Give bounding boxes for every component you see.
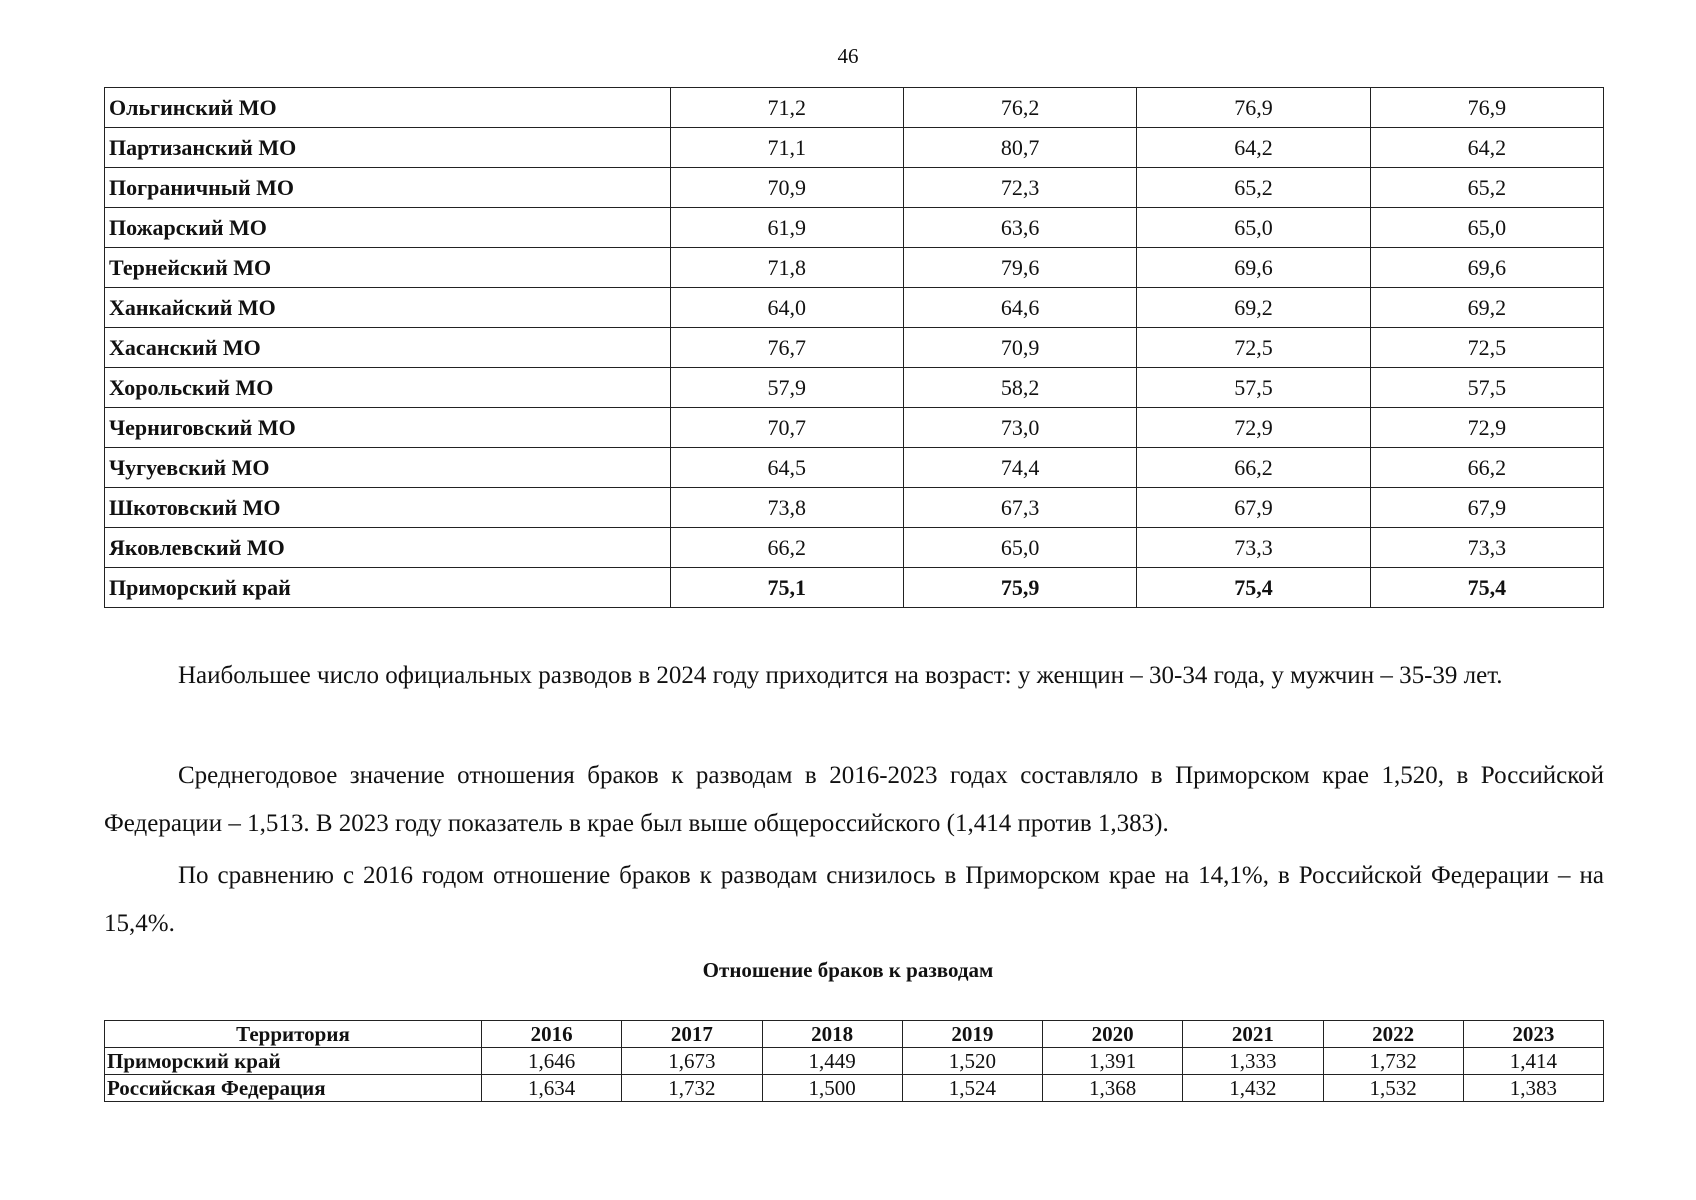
row-name: Тернейский МО bbox=[105, 248, 671, 288]
paragraph: По сравнению с 2016 годом отношение браков к разводам снизилось в Приморском крае на 14,1%, в Российской Федерации – на 15,4%. bbox=[104, 862, 1604, 937]
column-header: 2023 bbox=[1463, 1021, 1603, 1048]
table-row bbox=[105, 528, 1604, 568]
cell-value: 1,732 bbox=[1323, 1048, 1463, 1075]
cell-value: 75,9 bbox=[903, 568, 1136, 608]
cell-value: 57,9 bbox=[670, 368, 903, 408]
cell-value: 1,634 bbox=[482, 1075, 622, 1102]
column-header: 2022 bbox=[1323, 1021, 1463, 1048]
row-name: Пограничный МО bbox=[105, 168, 671, 208]
column-header: 2020 bbox=[1043, 1021, 1183, 1048]
column-header: 2016 bbox=[482, 1021, 622, 1048]
cell-value: 1,383 bbox=[1463, 1075, 1603, 1102]
cell-value: 65,2 bbox=[1370, 168, 1603, 208]
paragraph: Среднегодовое значение отношения браков к разводам в 2016-2023 годах составляло в Приморском крае 1,520, в Российской Федерации – 1,513. В 2023 году показатель в крае был выше общероссийского (1,414 против 1,383). bbox=[104, 762, 1604, 837]
column-header: 2018 bbox=[762, 1021, 902, 1048]
row-name: Хорольский МО bbox=[105, 368, 671, 408]
cell-value: 1,449 bbox=[762, 1048, 902, 1075]
table-row bbox=[105, 168, 1604, 208]
cell-value: 72,3 bbox=[903, 168, 1136, 208]
row-name: Партизанский МО bbox=[105, 128, 671, 168]
cell-value: 66,2 bbox=[1370, 448, 1603, 488]
row-name: Российская Федерация bbox=[105, 1075, 482, 1102]
cell-value: 76,9 bbox=[1370, 88, 1603, 128]
cell-value: 1,532 bbox=[1323, 1075, 1463, 1102]
row-name: Хасанский МО bbox=[105, 328, 671, 368]
cell-value: 74,4 bbox=[903, 448, 1136, 488]
column-header: Территория bbox=[105, 1021, 482, 1048]
cell-value: 64,2 bbox=[1137, 128, 1370, 168]
table-row bbox=[105, 208, 1604, 248]
cell-value: 58,2 bbox=[903, 368, 1136, 408]
cell-value: 71,1 bbox=[670, 128, 903, 168]
table-row bbox=[105, 328, 1604, 368]
cell-value: 1,520 bbox=[902, 1048, 1042, 1075]
table-row bbox=[105, 488, 1604, 528]
cell-value: 65,0 bbox=[903, 528, 1136, 568]
cell-value: 79,6 bbox=[903, 248, 1136, 288]
column-header: 2019 bbox=[902, 1021, 1042, 1048]
row-name: Ольгинский МО bbox=[105, 88, 671, 128]
cell-value: 67,3 bbox=[903, 488, 1136, 528]
cell-value: 72,5 bbox=[1137, 328, 1370, 368]
cell-value: 80,7 bbox=[903, 128, 1136, 168]
cell-value: 64,0 bbox=[670, 288, 903, 328]
cell-value: 76,2 bbox=[903, 88, 1136, 128]
row-name: Яковлевский МО bbox=[105, 528, 671, 568]
table-row bbox=[105, 408, 1604, 448]
cell-value: 67,9 bbox=[1370, 488, 1603, 528]
table-title: Отношение браков к разводам bbox=[702, 958, 994, 982]
cell-value: 1,524 bbox=[902, 1075, 1042, 1102]
paragraph: Наибольшее число официальных разводов в 2024 году приходится на возраст: у женщин – 30-34 года, у мужчин – 35-39 лет. bbox=[178, 662, 1503, 689]
cell-value: 1,333 bbox=[1183, 1048, 1323, 1075]
cell-value: 1,673 bbox=[622, 1048, 762, 1075]
table-row bbox=[105, 1048, 1604, 1075]
cell-value: 1,500 bbox=[762, 1075, 902, 1102]
cell-value: 69,6 bbox=[1137, 248, 1370, 288]
cell-value: 1,646 bbox=[482, 1048, 622, 1075]
cell-value: 57,5 bbox=[1370, 368, 1603, 408]
cell-value: 64,5 bbox=[670, 448, 903, 488]
cell-value: 63,6 bbox=[903, 208, 1136, 248]
cell-value: 73,3 bbox=[1370, 528, 1603, 568]
cell-value: 64,2 bbox=[1370, 128, 1603, 168]
table-row bbox=[105, 88, 1604, 128]
cell-value: 67,9 bbox=[1137, 488, 1370, 528]
municipal-districts-table bbox=[104, 87, 1604, 608]
cell-value: 73,3 bbox=[1137, 528, 1370, 568]
row-name: Пожарский МО bbox=[105, 208, 671, 248]
cell-value: 66,2 bbox=[1137, 448, 1370, 488]
cell-value: 72,5 bbox=[1370, 328, 1603, 368]
cell-value: 70,7 bbox=[670, 408, 903, 448]
cell-value: 65,2 bbox=[1137, 168, 1370, 208]
cell-value: 1,432 bbox=[1183, 1075, 1323, 1102]
cell-value: 75,1 bbox=[670, 568, 903, 608]
cell-value: 1,414 bbox=[1463, 1048, 1603, 1075]
table-row bbox=[105, 1075, 1604, 1102]
row-name: Черниговский МО bbox=[105, 408, 671, 448]
table-header-row bbox=[105, 1021, 1604, 1048]
table-row bbox=[105, 448, 1604, 488]
cell-value: 71,2 bbox=[670, 88, 903, 128]
cell-value: 73,0 bbox=[903, 408, 1136, 448]
cell-value: 1,732 bbox=[622, 1075, 762, 1102]
table-row bbox=[105, 128, 1604, 168]
column-header: 2017 bbox=[622, 1021, 762, 1048]
cell-value: 75,4 bbox=[1137, 568, 1370, 608]
row-name: Приморский край bbox=[105, 1048, 482, 1075]
cell-value: 65,0 bbox=[1370, 208, 1603, 248]
cell-value: 73,8 bbox=[670, 488, 903, 528]
marriage-divorce-ratio-table bbox=[104, 1020, 1604, 1102]
table-row bbox=[105, 248, 1604, 288]
cell-value: 70,9 bbox=[670, 168, 903, 208]
cell-value: 72,9 bbox=[1370, 408, 1603, 448]
row-name: Шкотовский МО bbox=[105, 488, 671, 528]
table-row-total bbox=[105, 568, 1604, 608]
cell-value: 76,7 bbox=[670, 328, 903, 368]
column-header: 2021 bbox=[1183, 1021, 1323, 1048]
row-name: Приморский край bbox=[105, 568, 671, 608]
row-name: Ханкайский МО bbox=[105, 288, 671, 328]
cell-value: 72,9 bbox=[1137, 408, 1370, 448]
cell-value: 1,368 bbox=[1043, 1075, 1183, 1102]
cell-value: 66,2 bbox=[670, 528, 903, 568]
table-row bbox=[105, 288, 1604, 328]
cell-value: 76,9 bbox=[1137, 88, 1370, 128]
cell-value: 69,2 bbox=[1370, 288, 1603, 328]
cell-value: 64,6 bbox=[903, 288, 1136, 328]
page-number: 46 bbox=[837, 44, 859, 68]
cell-value: 70,9 bbox=[903, 328, 1136, 368]
cell-value: 57,5 bbox=[1137, 368, 1370, 408]
cell-value: 71,8 bbox=[670, 248, 903, 288]
cell-value: 65,0 bbox=[1137, 208, 1370, 248]
cell-value: 69,2 bbox=[1137, 288, 1370, 328]
cell-value: 75,4 bbox=[1370, 568, 1603, 608]
cell-value: 1,391 bbox=[1043, 1048, 1183, 1075]
table-row bbox=[105, 368, 1604, 408]
cell-value: 61,9 bbox=[670, 208, 903, 248]
row-name: Чугуевский МО bbox=[105, 448, 671, 488]
cell-value: 69,6 bbox=[1370, 248, 1603, 288]
